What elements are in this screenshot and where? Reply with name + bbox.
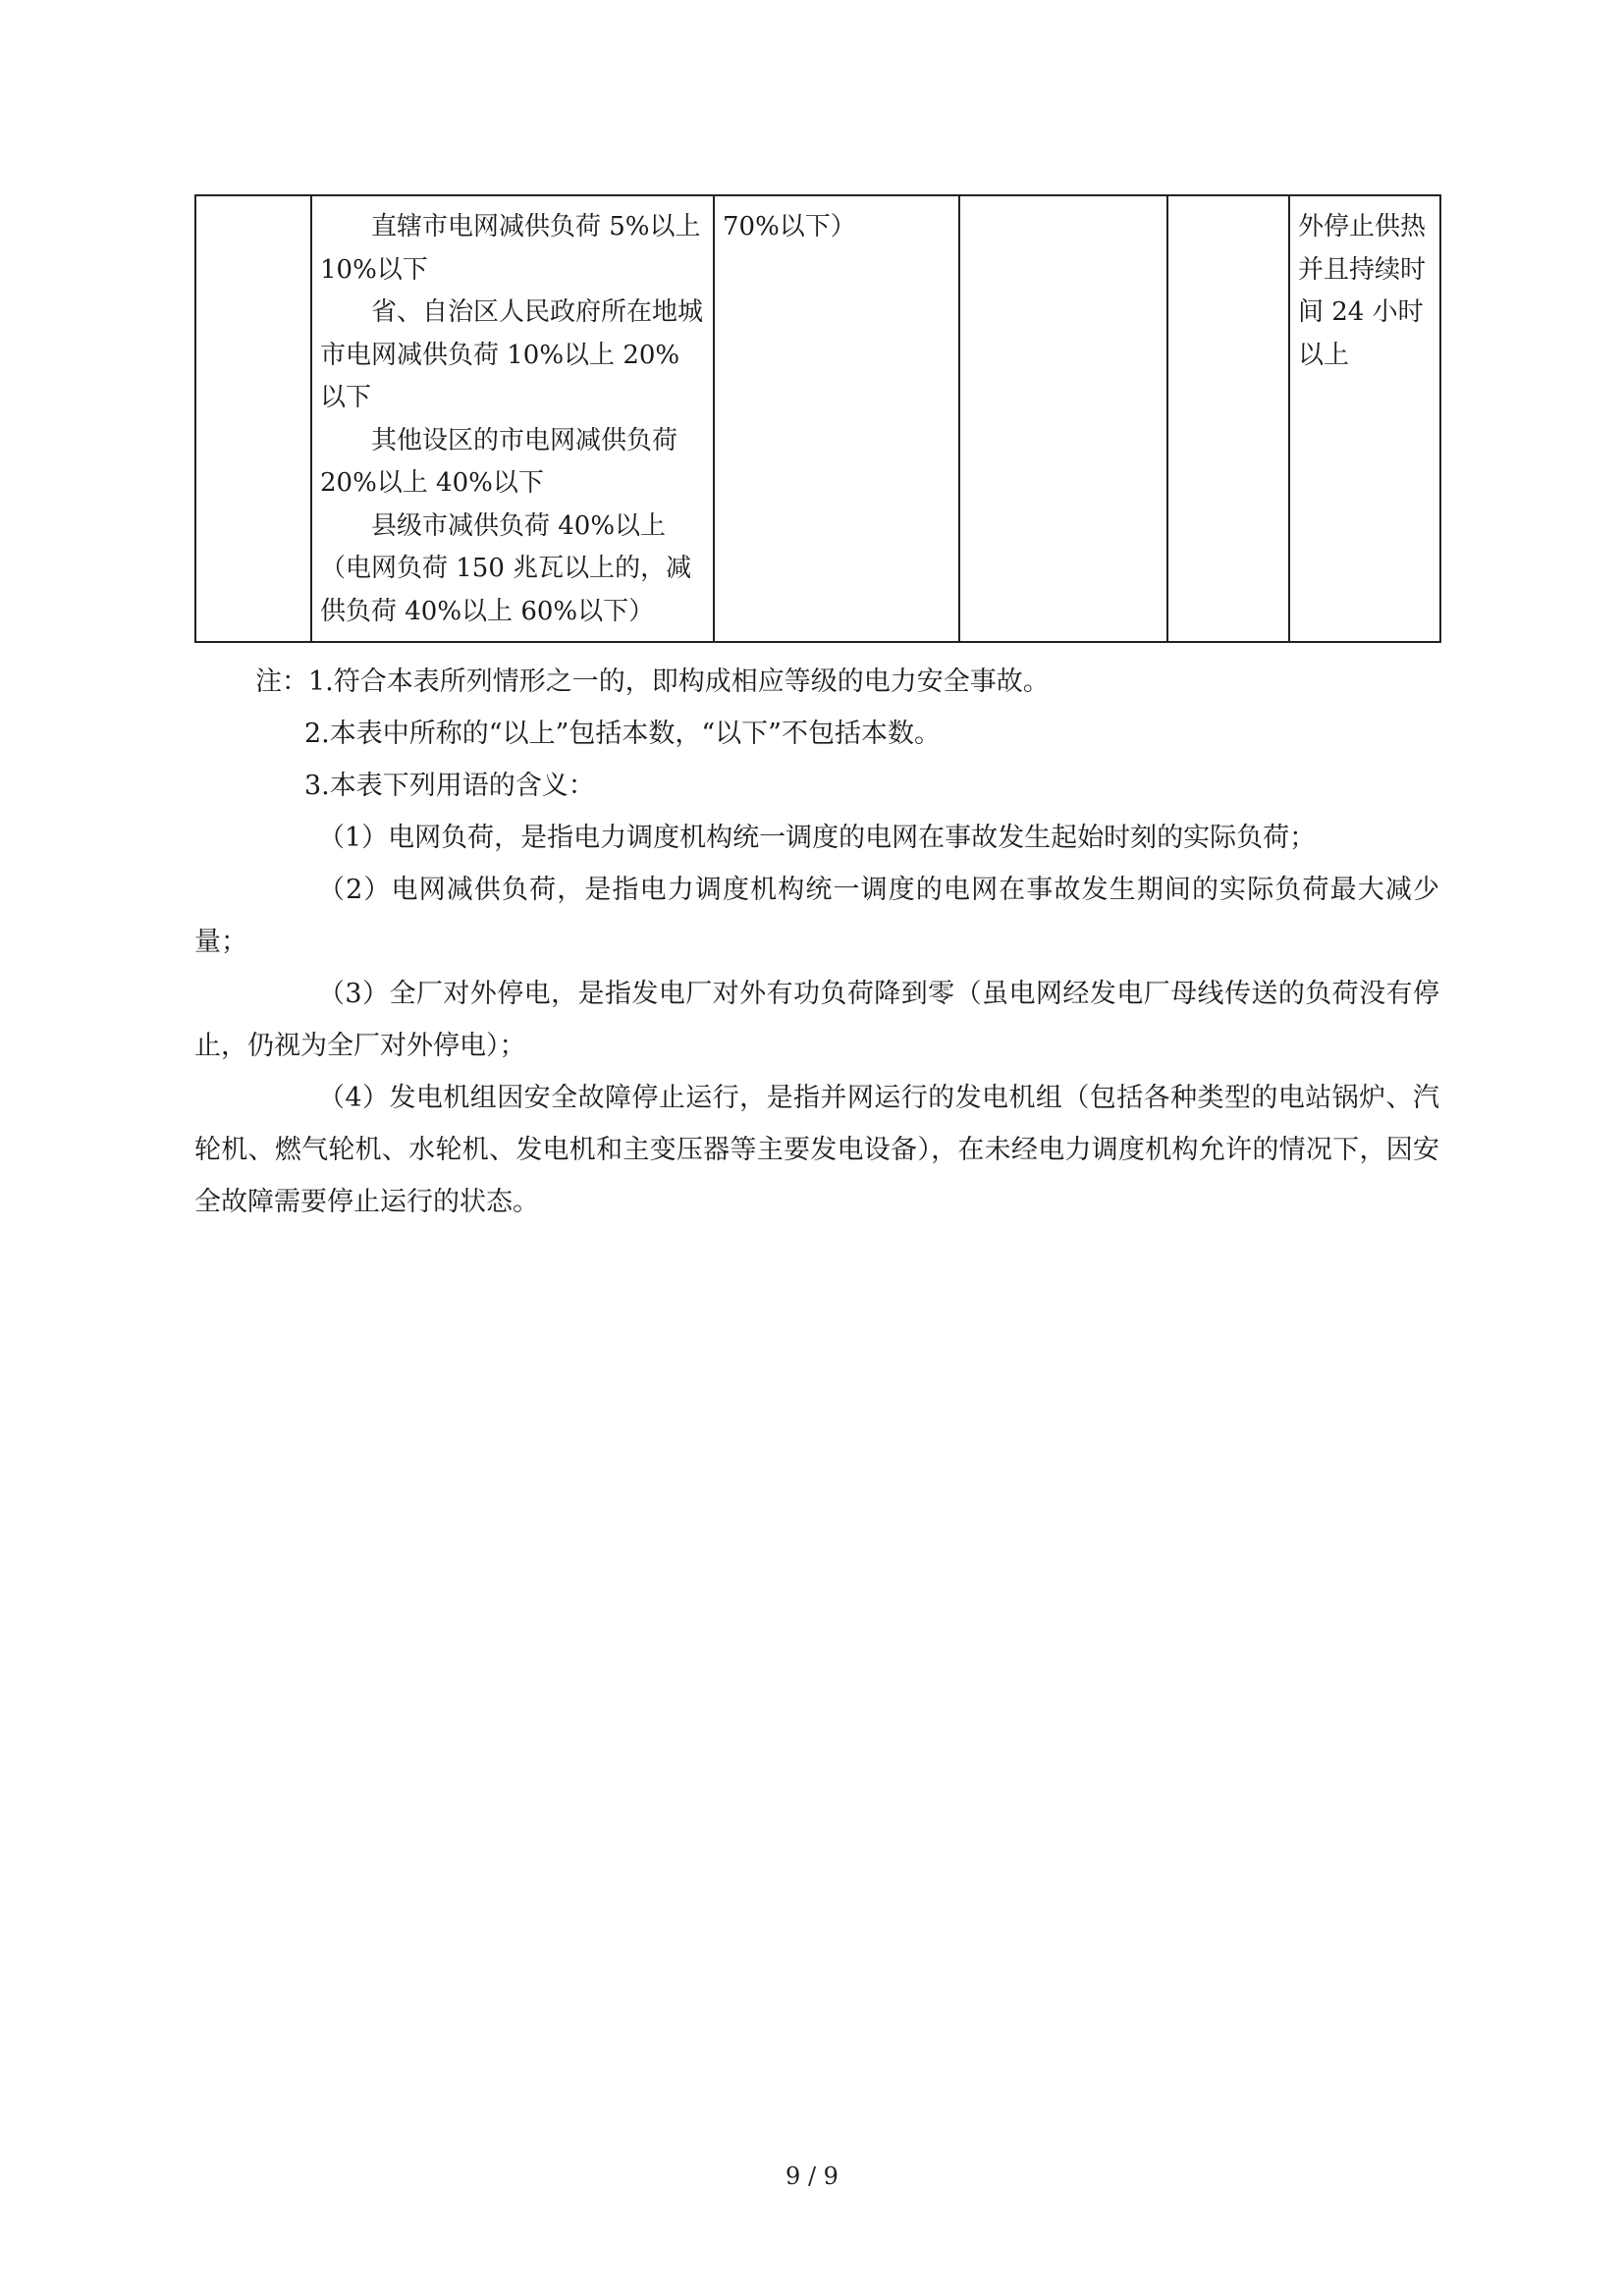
cell-paragraph: 直辖市电网减供负荷 5%以上 10%以下 [320,212,701,285]
note-3: 3.本表下列用语的含义： [304,771,595,801]
definition-2: （2）电网减供负荷，是指电力调度机构统一调度的电网在事故发生期间的实际负荷最大减少量； [194,875,1439,957]
page-number: 9 / 9 [785,2163,839,2190]
table-cell-grid-load-reduction [311,195,714,642]
cell-paragraph: 其他设区的市电网减供负荷 20%以上 40%以下 [320,425,678,498]
table-cell-category [195,195,311,642]
table-notes [194,656,1439,1228]
table-cell-col3: 70%以下） [714,195,959,642]
table-row [195,195,1440,642]
definition-1: （1）电网负荷，是指电力调度机构统一调度的电网在事故发生起始时刻的实际负荷； [318,823,1317,853]
definition-4: （4）发电机组因安全故障停止运行，是指并网运行的发电机组（包括各种类型的电站锅炉、汽轮机、燃气轮机、水轮机、发电机和主变压器等主要发电设备），在未经电力调度机构允许的情况下，因安全故障需要停止运行的状态。 [194,1083,1439,1217]
cell-paragraph: （电网负荷 150 兆瓦以上的，减供负荷 40%以上 60%以下） [320,554,692,626]
note-2: 2.本表中所称的“以上”包括本数，“以下”不包括本数。 [304,719,941,749]
note-1: 注：1.符合本表所列情形之一的，即构成相应等级的电力安全事故。 [255,667,1050,697]
cell-paragraph: 县级市减供负荷 40%以上 [371,510,667,541]
definition-3: （3）全厂对外停电，是指发电厂对外有功负荷降到零（虽电网经发电厂母线传送的负荷没有停止，仍视为全厂对外停电）； [194,979,1439,1061]
accident-level-table [194,194,1441,643]
table-cell-col5 [1167,195,1289,642]
cell-paragraph: 省、自治区人民政府所在地城市电网减供负荷 10%以上 20%以下 [320,297,704,412]
table-cell-col4 [959,195,1167,642]
table-cell-heat-supply: 外停止供热并且持续时间 24 小时以上 [1289,195,1440,642]
